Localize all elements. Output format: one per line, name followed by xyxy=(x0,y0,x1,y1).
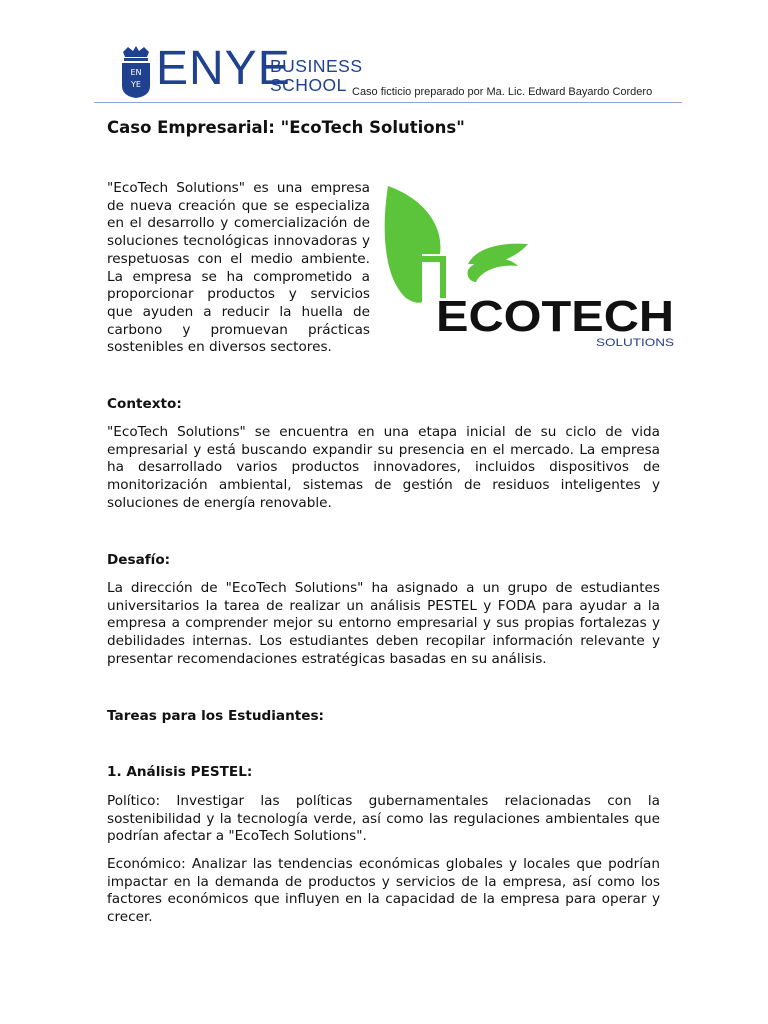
intro-paragraph: "EcoTech Solutions" es una empresa de nueva creación que se especializa en el desarrollo y comercialización de soluciones tecnológicas innovadoras y respetuosas con el medio ambiente. La empresa se ha comprometido a proporcionar productos y servicios que ayuden a reducir la huella de carbono y promuevan prácticas sostenibles en diversos sectores. xyxy=(107,180,370,356)
ecotech-logo xyxy=(382,184,678,350)
brand-subtitle-line2: SCHOOL xyxy=(270,75,347,95)
brand-name: ENYE xyxy=(156,42,291,95)
ecotech-logo-sub: SOLUTIONS xyxy=(596,337,674,349)
desafio-paragraph: La dirección de "EcoTech Solutions" ha asignado a un grupo de estudiantes universitarios la tarea de realizar un análisis PESTEL y FODA para ayudar a la empresa a comprender mejor su entorno empresarial y sus propias fortalezas y debilidades internas. Los estudiantes deben recopilar información relevante y presentar recomendaciones estratégicas basadas en su análisis. xyxy=(107,580,660,667)
contexto-paragraph: "EcoTech Solutions" se encuentra en una etapa inicial de su ciclo de vida empresarial y está buscando expandir su presencia en el mercado. La empresa ha desarrollado varios productos innovadores, incluidos dispositivos de monitorización ambiental, sistemas de gestión de residuos inteligentes y soluciones de energía renovable. xyxy=(107,424,660,511)
desafio-heading: Desafío: xyxy=(107,552,171,568)
ecotech-logo-word: ECOTECH xyxy=(436,292,674,341)
brand-subtitle xyxy=(270,57,363,95)
crest-text-bottom: YE xyxy=(131,80,141,89)
header-note: Caso ficticio preparado por Ma. Lic. Edward Bayardo Cordero xyxy=(352,86,653,98)
tareas-heading: Tareas para los Estudiantes: xyxy=(107,708,324,724)
politico-paragraph: Político: Investigar las políticas gubernamentales relacionadas con la sostenibilidad y la tecnología verde, así como las regulaciones ambientales que podrían afectar a "EcoTech Solutions". xyxy=(107,793,660,845)
brand-subtitle-line1: BUSINESS xyxy=(270,56,363,76)
header-divider xyxy=(94,102,682,103)
page-header xyxy=(94,44,682,102)
enye-crest-icon xyxy=(120,46,152,98)
pestel-heading: 1. Análisis PESTEL: xyxy=(107,764,253,780)
contexto-heading: Contexto: xyxy=(107,396,182,412)
economico-paragraph: Económico: Analizar las tendencias económicas globales y locales que podrían impactar en la demanda de productos y servicios de la empresa, así como los factores económicos que influyen en la capacidad de la empresa para operar y crecer. xyxy=(107,856,660,926)
crest-text-top: EN xyxy=(130,68,142,77)
ecotech-big-leaf-icon xyxy=(385,186,441,303)
document-title: Caso Empresarial: "EcoTech Solutions" xyxy=(107,118,465,137)
